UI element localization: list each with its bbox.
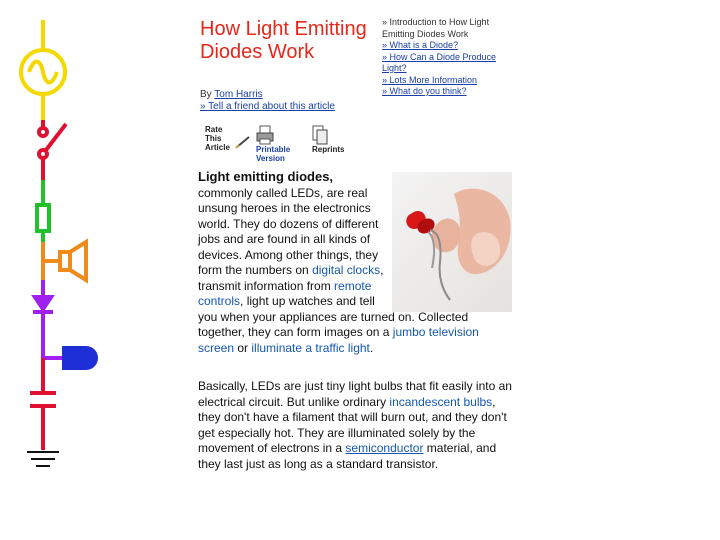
digital-clocks-link[interactable]: digital clocks — [312, 263, 381, 277]
lead-phrase: Light emitting diodes, — [198, 169, 334, 184]
print-label-1: Printable — [256, 145, 291, 154]
para1-text-5: . — [369, 340, 374, 355]
pencil-icon — [235, 135, 251, 149]
reprints-label: Reprints — [312, 145, 345, 155]
article-paragraph-1 — [198, 169, 508, 356]
incandescent-bulbs-link[interactable]: incandescent bulbs — [389, 394, 493, 409]
toc-link-intro[interactable]: » Introduction to How Light Emitting Diodes Work — [382, 17, 490, 39]
toc-item — [382, 52, 522, 75]
para1-text-2: , transmit information from — [198, 263, 384, 293]
table-of-contents — [382, 17, 522, 98]
jumbo-tv-link[interactable]: jumbo television screen — [198, 325, 479, 355]
para2-text-2: , they don't have a filament that will burn out, and they don't get especially hot. They are illuminated solely by the movement of electrons in a — [198, 394, 507, 455]
toc-link-diode[interactable]: » What is a Diode? — [382, 40, 459, 50]
tell-friend — [200, 101, 335, 112]
diode-icon — [33, 280, 62, 358]
para1-text-4: or — [234, 340, 252, 355]
rate-label-2: Article — [205, 143, 230, 152]
printer-icon — [256, 125, 274, 145]
rate-label-1: Rate This — [205, 125, 223, 143]
reprints-button[interactable] — [312, 125, 344, 154]
ac-source-icon — [21, 20, 65, 120]
speaker-icon — [43, 242, 86, 280]
toc-link-feedback[interactable]: » What do you think? — [382, 86, 467, 96]
article-paragraph-2 — [198, 379, 518, 472]
lamp-icon — [62, 346, 98, 370]
byline — [200, 88, 263, 101]
toc-item — [382, 17, 522, 40]
byline-prefix: By — [200, 89, 212, 100]
rate-article-button[interactable] — [205, 125, 230, 152]
fuse-icon — [37, 180, 49, 242]
toc-link-more-info[interactable]: » Lots More Information — [382, 74, 478, 85]
article-title: How Light Emitting Diodes Work — [200, 18, 367, 63]
toc-item — [382, 40, 522, 52]
para1-text-3: , light up watches and tell you when your appliances are turned on. Collected together, they can form images on a — [198, 294, 469, 339]
para1-text-1: commonly called LEDs, are real unsung heroes in the electronics world. They do dozens of different jobs and are found in all kinds of devices. Among other things, they form the numbers on — [198, 185, 379, 277]
author-link[interactable]: Tom Harris — [214, 89, 263, 100]
toc-item — [382, 86, 522, 98]
tell-friend-link[interactable]: » Tell a friend about this article — [200, 101, 335, 112]
para2-text-3: material, and they last just as long as a standard transistor. — [198, 441, 497, 471]
capacitor-icon — [30, 358, 56, 450]
remote-controls-link[interactable]: remote controls — [198, 278, 372, 308]
toc-item — [382, 75, 522, 87]
para2-text-1: Basically, LEDs are just tiny light bulbs that fit easily into an electrical circuit. But unlike ordinary — [198, 379, 512, 409]
print-label-2: Version — [256, 154, 285, 163]
ground-icon — [27, 452, 59, 466]
circuit-schematic — [0, 0, 110, 480]
traffic-light-link[interactable]: illuminate a traffic light — [251, 340, 370, 355]
documents-icon — [312, 125, 328, 145]
semiconductor-link[interactable]: semiconductor — [345, 441, 424, 455]
printable-version-button[interactable] — [256, 125, 290, 163]
switch-icon — [39, 120, 66, 180]
toc-link-produce-light[interactable]: » How Can a Diode Produce Light? — [382, 51, 497, 73]
